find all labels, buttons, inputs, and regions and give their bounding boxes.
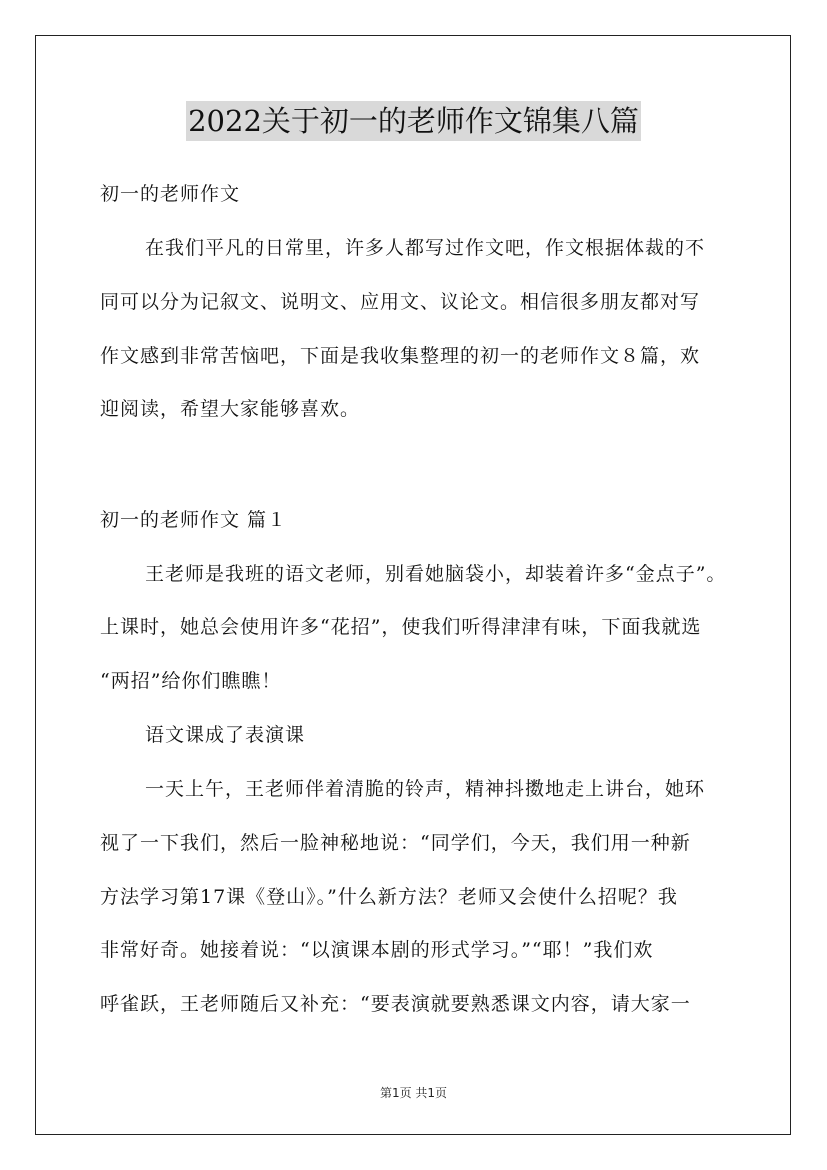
para1-line-3: “两招”给你们瞧瞧！ — [100, 670, 282, 692]
section-heading: 初一的老师作文 — [100, 183, 241, 205]
document-title: 2022关于初一的老师作文锦集八篇 — [186, 101, 641, 141]
title-container — [0, 101, 827, 141]
para1-line-1: 王老师是我班的语文老师，别看她脑袋小，却装着许多“金点子”。 — [145, 563, 727, 585]
para2-line-2: 视了一下我们，然后一脸神秘地说：“同学们，今天，我们用一种新 — [100, 832, 691, 854]
para1-line-2: 上课时，她总会使用许多“花招”，使我们听得津津有味，下面我就选 — [100, 616, 702, 638]
intro-line-3: 作文感到非常苦恼吧，下面是我收集整理的初一的老师作文８篇，欢 — [100, 345, 701, 367]
subheading: 语文课成了表演课 — [145, 724, 306, 746]
para2-line-5: 呼雀跃，王老师随后又补充：“要表演就要熟悉课文内容，请大家一 — [100, 993, 691, 1015]
article-heading: 初一的老师作文 篇１ — [100, 509, 288, 531]
para2-line-1: 一天上午，王老师伴着清脆的铃声，精神抖擞地走上讲台，她环 — [145, 778, 706, 800]
intro-line-4: 迎阅读，希望大家能够喜欢。 — [100, 398, 361, 420]
intro-line-1: 在我们平凡的日常里，许多人都写过作文吧，作文根据体裁的不 — [145, 237, 706, 259]
page-footer: 第1页 共1页 — [379, 1086, 448, 1100]
para2-line-4: 非常好奇。她接着说：“以演课本剧的形式学习。”“耶！”我们欢 — [100, 939, 654, 961]
para2-line-3: 方法学习第17课《登山》。”什么新方法？老师又会使什么招呢？我 — [100, 886, 678, 908]
intro-line-2: 同可以分为记叙文、说明文、应用文、议论文。相信很多朋友都对写 — [100, 291, 701, 313]
